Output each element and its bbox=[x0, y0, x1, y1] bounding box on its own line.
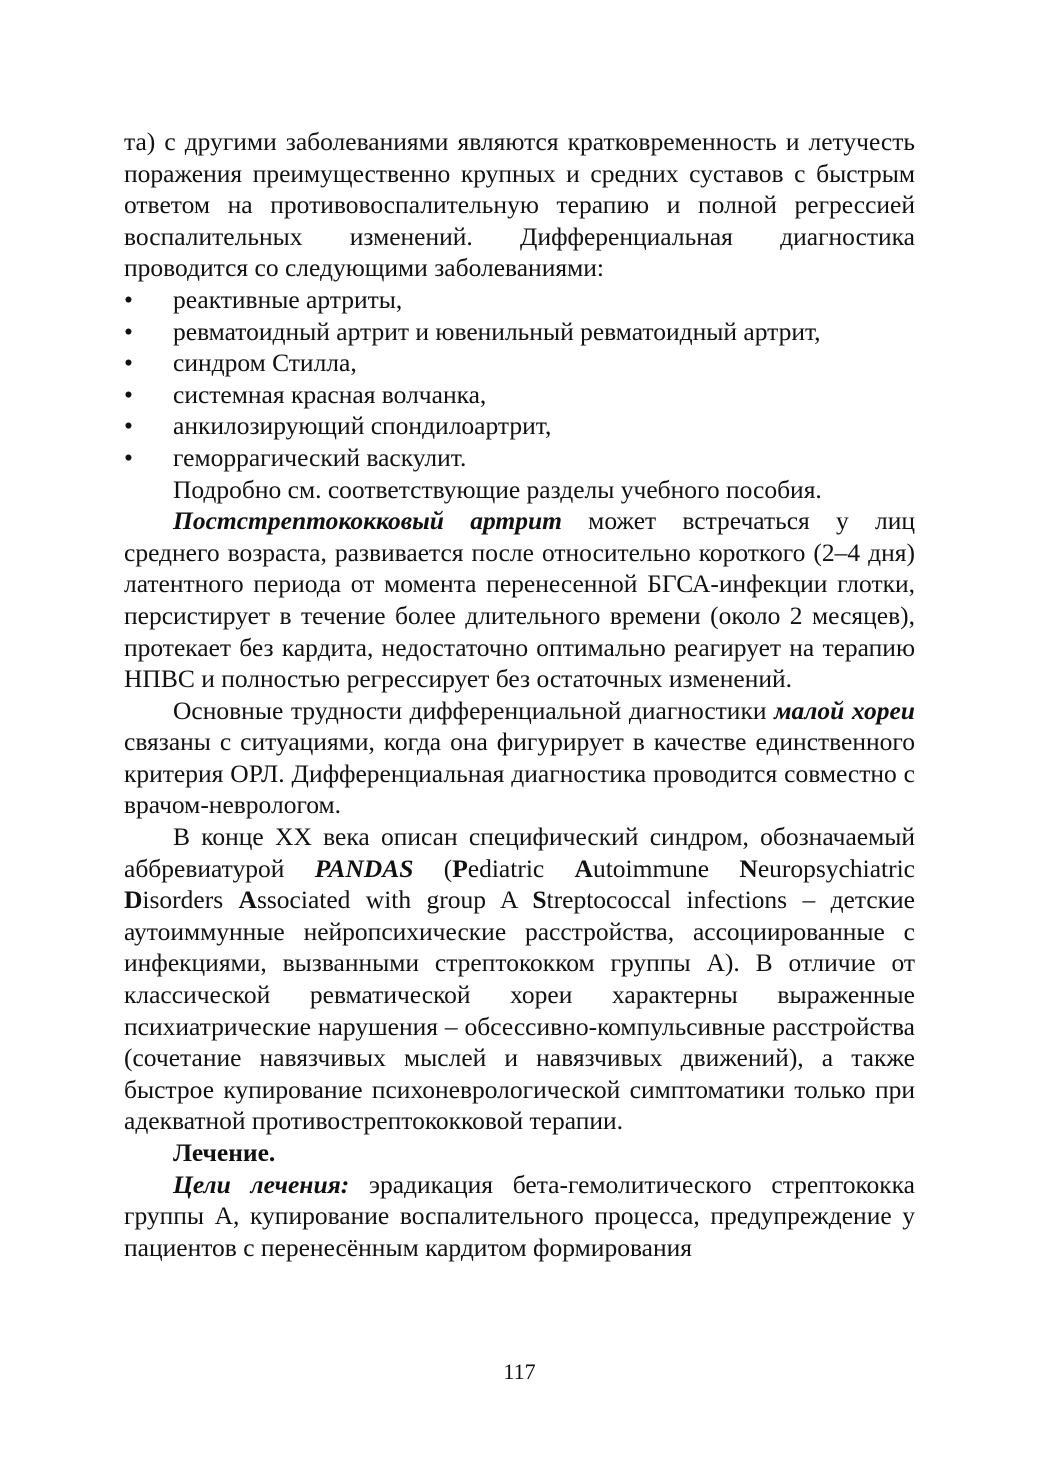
list-item-text: синдром Стилла, bbox=[173, 348, 357, 378]
see-also-paragraph: Подробно см. соответствующие разделы учебного пособия. bbox=[173, 474, 822, 504]
acronym-initial: D bbox=[124, 885, 143, 915]
paragraph-text: Основные трудности дифференциальной диагностики bbox=[173, 695, 775, 725]
bullet-icon: • bbox=[124, 442, 133, 472]
acronym-word-rest: ssociated with group A bbox=[256, 885, 533, 915]
acronym-initial: P bbox=[452, 853, 468, 883]
bullet-icon: • bbox=[124, 348, 133, 378]
paragraph-text: В конце XX века описан специфический синдром, обозначаемый аббревиатурой bbox=[124, 822, 915, 883]
bullet-icon: • bbox=[124, 284, 133, 314]
page-number: 117 bbox=[503, 1359, 536, 1384]
acronym-initial: A bbox=[574, 853, 593, 883]
paragraph-text: infections – детские аутоиммунные нейропсихические расстройства, ассоциированные с инфекциями, вызванными стрептококком группы А). В отличие от классической ревматической хореи характерны выраженные психиатрические нарушения – обсессивно-компульсивные расстройства (сочетание навязчивых мыслей и навязчивых движений), а также быстрое купирование психоневрологической симптоматики только при адекватной противострептококковой терапии. bbox=[124, 885, 915, 1136]
differential-diagnosis-list bbox=[124, 284, 915, 474]
term-minor-chorea: малой хореи bbox=[774, 695, 915, 725]
intro-paragraph: та) с другими заболеваниями являются кратковременность и летучесть поражения преимущественно крупных и средних суставов с быстрым ответом на противовоспалительную терапию и полной регрессией воспалительных изменений. Дифференциальная диагностика проводится со следующими заболеваниями: bbox=[124, 127, 915, 283]
list-item-text: реактивные артриты, bbox=[173, 284, 403, 314]
paragraph-text: эрадикация бета-гемолитического стрептококка группы А, купирование воспалительного процесса, предупреждение у пациентов с перенесённым кардитом формирования bbox=[124, 1169, 915, 1262]
list-item-text: анкилозирующий спондилоартрит, bbox=[173, 411, 552, 441]
acronym-initial: A bbox=[238, 885, 257, 915]
paragraph-text: ( bbox=[413, 853, 453, 883]
treatment-goals-paragraph bbox=[124, 1169, 915, 1264]
list-item bbox=[124, 316, 915, 348]
list-item-text: ревматоидный артрит и ювенильный ревматоидный артрит, bbox=[173, 316, 821, 346]
list-item bbox=[124, 442, 915, 474]
bullet-icon: • bbox=[124, 379, 133, 409]
pandas-paragraph bbox=[124, 821, 915, 1137]
paragraph-text: связаны с ситуациями, когда она фигурирует в качестве единственного критерия ОРЛ. Дифференциальная диагностика проводится совместно с врачом-неврологом. bbox=[124, 727, 915, 820]
body-text bbox=[124, 126, 915, 1263]
bullet-icon: • bbox=[124, 411, 133, 441]
list-item bbox=[124, 410, 915, 442]
acronym-word-rest: ediatric bbox=[467, 853, 575, 883]
acronym-word-rest: isorders bbox=[142, 885, 239, 915]
poststreptococcal-arthritis-paragraph bbox=[124, 505, 915, 695]
chorea-paragraph bbox=[124, 695, 915, 821]
list-item-text: геморрагический васкулит. bbox=[173, 442, 467, 472]
term-pandas: PANDAS bbox=[314, 853, 414, 883]
list-item bbox=[124, 284, 915, 316]
acronym-initial: N bbox=[739, 853, 758, 883]
acronym-initial: S bbox=[532, 885, 547, 915]
acronym-word-rest: utoimmune bbox=[592, 853, 740, 883]
list-item-text: системная красная волчанка, bbox=[173, 379, 487, 409]
list-item bbox=[124, 379, 915, 411]
list-item bbox=[124, 347, 915, 379]
acronym-word-rest: europsychiatric bbox=[757, 853, 915, 883]
term-poststreptococcal-arthritis: Постстрептококковый артрит bbox=[173, 506, 562, 536]
treatment-heading: Лечение. bbox=[173, 1138, 276, 1167]
bullet-icon: • bbox=[124, 316, 133, 346]
acronym-word-rest: treptococcal bbox=[546, 885, 672, 915]
paragraph-text: может встречаться у лиц среднего возраста, развивается после относительно короткого (2–4 дня) латентного периода от момента перенесенной БГСА-инфекции глотки, персистирует в течение более длительного времени (около 2 месяцев), протекает без кардита, недостаточно оптимально реагирует на терапию НПВС и полностью регрессирует без остаточных изменений. bbox=[124, 506, 915, 694]
term-treatment-goals: Цели лечения: bbox=[173, 1169, 350, 1199]
